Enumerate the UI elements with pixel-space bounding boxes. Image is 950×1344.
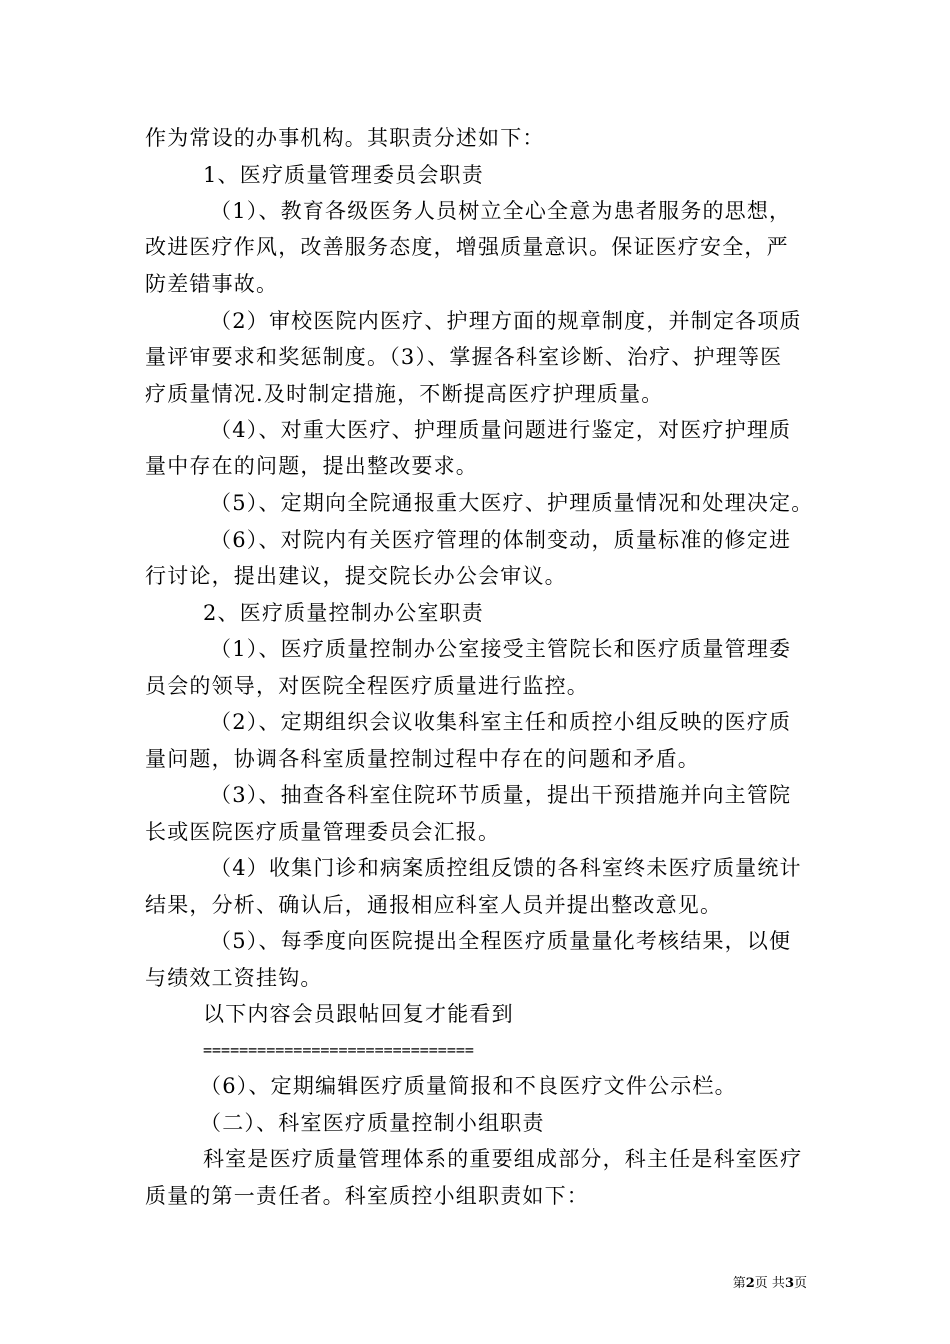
section-heading: 1、医疗质量管理委员会职责 — [203, 163, 484, 187]
text-line: （2）、定期组织会议收集科室主任和质控小组反映的医疗质 — [210, 710, 792, 734]
text-line: （4）收集门诊和病案质控组反馈的各科室终未医疗质量统计 — [210, 856, 802, 880]
text-line: 防差错事故。 — [145, 272, 279, 296]
separator-line: ============================== — [203, 1041, 474, 1059]
page-number-footer — [733, 1276, 807, 1292]
text-line: 科室是医疗质量管理体系的重要组成部分，科主任是科室医疗 — [203, 1147, 803, 1171]
footer-prefix: 第 — [732, 1276, 746, 1291]
footer-current-page: 2 — [745, 1276, 755, 1291]
section-heading: 2、医疗质量控制办公室职责 — [203, 601, 484, 625]
text-line: 疗质量情况.及时制定措施，不断提高医疗护理质量。 — [145, 382, 664, 406]
members-only-notice: 以下内容会员跟帖回复才能看到 — [203, 1002, 514, 1026]
text-line: （5）、定期向全院通报重大医疗、护理质量情况和处理决定。 — [210, 491, 814, 515]
text-line: 量问题，协调各科室质量控制过程中存在的问题和矛盾。 — [145, 747, 700, 771]
text-line: （2）审校医院内医疗、护理方面的规章制度，并制定各项质 — [210, 309, 802, 333]
text-line: 长或医院医疗质量管理委员会汇报。 — [145, 820, 501, 844]
text-line: 行讨论，提出建议，提交院长办公会审议。 — [145, 564, 567, 588]
footer-total-pages: 3 — [784, 1276, 794, 1291]
text-line: （6）、定期编辑医疗质量简报和不良医疗文件公示栏。 — [200, 1074, 737, 1098]
section-heading: （二）、科室医疗质量控制小组职责 — [200, 1111, 545, 1135]
text-line: 结果，分析、确认后，通报相应科室人员并提出整改意见。 — [145, 893, 723, 917]
text-line: 质量的第一责任者。科室质控小组职责如下： — [145, 1184, 589, 1208]
text-line: （1）、医疗质量控制办公室接受主管院长和医疗质量管理委 — [210, 637, 792, 661]
footer-suffix: 页 — [793, 1276, 807, 1291]
text-line: （5）、每季度向医院提出全程医疗质量量化考核结果，以便 — [210, 929, 792, 953]
text-line: 员会的领导，对医院全程医疗质量进行监控。 — [145, 674, 589, 698]
footer-middle: 页 共 — [754, 1276, 785, 1291]
text-line: （3）、抽查各科室住院环节质量，提出干预措施并向主管院 — [210, 783, 792, 807]
text-line: 量中存在的问题，提出整改要求。 — [145, 454, 478, 478]
text-line: 量评审要求和奖惩制度。（3）、掌握各科室诊断、治疗、护理等医 — [145, 345, 783, 369]
text-line: （6）、对院内有关医疗管理的体制变动，质量标准的修定进 — [210, 528, 792, 552]
text-line: 改进医疗作风，改善服务态度，增强质量意识。保证医疗安全，严 — [145, 235, 789, 259]
text-line: 作为常设的办事机构。其职责分述如下： — [145, 126, 545, 150]
text-line: （4）、对重大医疗、护理质量问题进行鉴定，对医疗护理质 — [210, 418, 792, 442]
text-line: （1）、教育各级医务人员树立全心全意为患者服务的思想， — [210, 199, 792, 223]
text-line: 与绩效工资挂钩。 — [145, 966, 323, 990]
